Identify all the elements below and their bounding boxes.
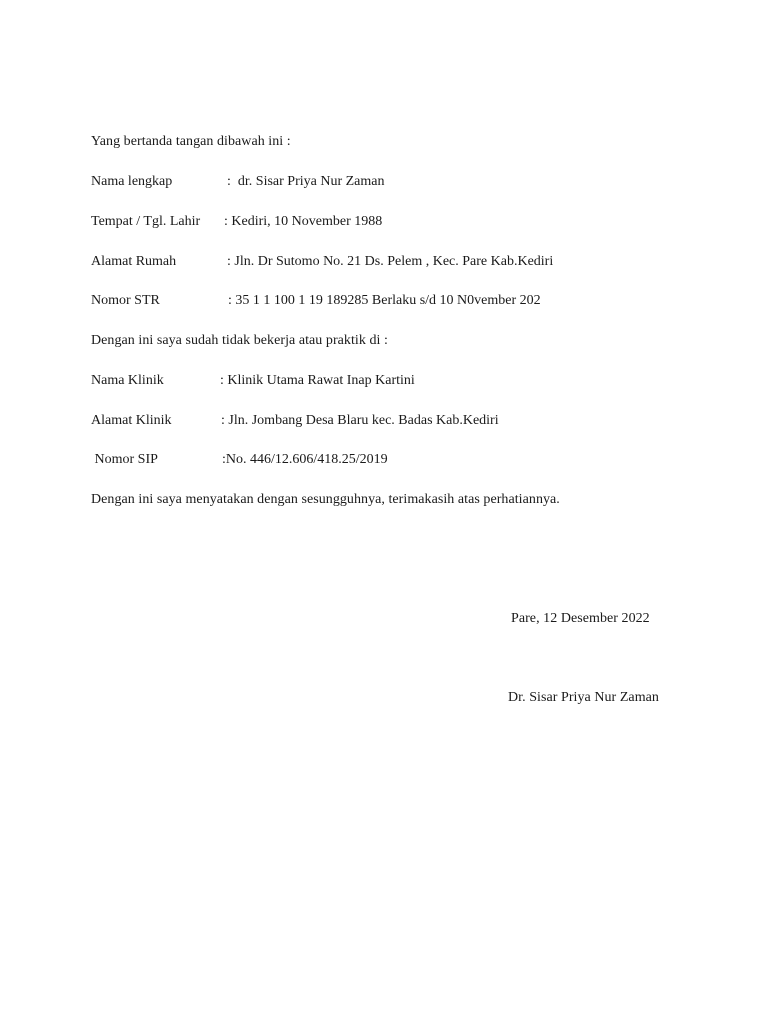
field-label-nomor-str: Nomor STR [91,293,160,308]
field-value-nama-klinik: : Klinik Utama Rawat Inap Kartini [220,373,415,388]
field-label-alamat-rumah: Alamat Rumah [91,254,177,269]
field-value-nomor-sip: :No. 446/12.606/418.25/2019 [222,452,388,467]
statement-declaration: Dengan ini saya menyatakan dengan sesungguhnya, terimakasih atas perhatiannya. [91,492,560,507]
intro-text: Yang bertanda tangan dibawah ini : [91,134,291,149]
signatory-name: Dr. Sisar Priya Nur Zaman [508,690,659,705]
field-value-nama-lengkap: : dr. Sisar Priya Nur Zaman [227,174,385,189]
field-value-nomor-str: : 35 1 1 100 1 19 189285 Berlaku s/d 10 N0vember 202 [228,293,541,308]
field-label-alamat-klinik: Alamat Klinik [91,413,172,428]
field-value-alamat-rumah: : Jln. Dr Sutomo No. 21 Ds. Pelem , Kec. Pare Kab.Kediri [227,254,554,269]
field-label-nama-lengkap: Nama lengkap [91,174,173,189]
field-label-tempat-tgl-lahir: Tempat / Tgl. Lahir [91,214,201,229]
field-value-tempat-tgl-lahir: : Kediri, 10 November 1988 [224,214,383,229]
field-label-nama-klinik: Nama Klinik [91,373,164,388]
field-value-alamat-klinik: : Jln. Jombang Desa Blaru kec. Badas Kab.Kediri [221,413,499,428]
statement-not-working: Dengan ini saya sudah tidak bekerja atau praktik di : [91,333,388,348]
place-date: Pare, 12 Desember 2022 [511,611,650,626]
field-label-nomor-sip: Nomor SIP [91,452,158,467]
